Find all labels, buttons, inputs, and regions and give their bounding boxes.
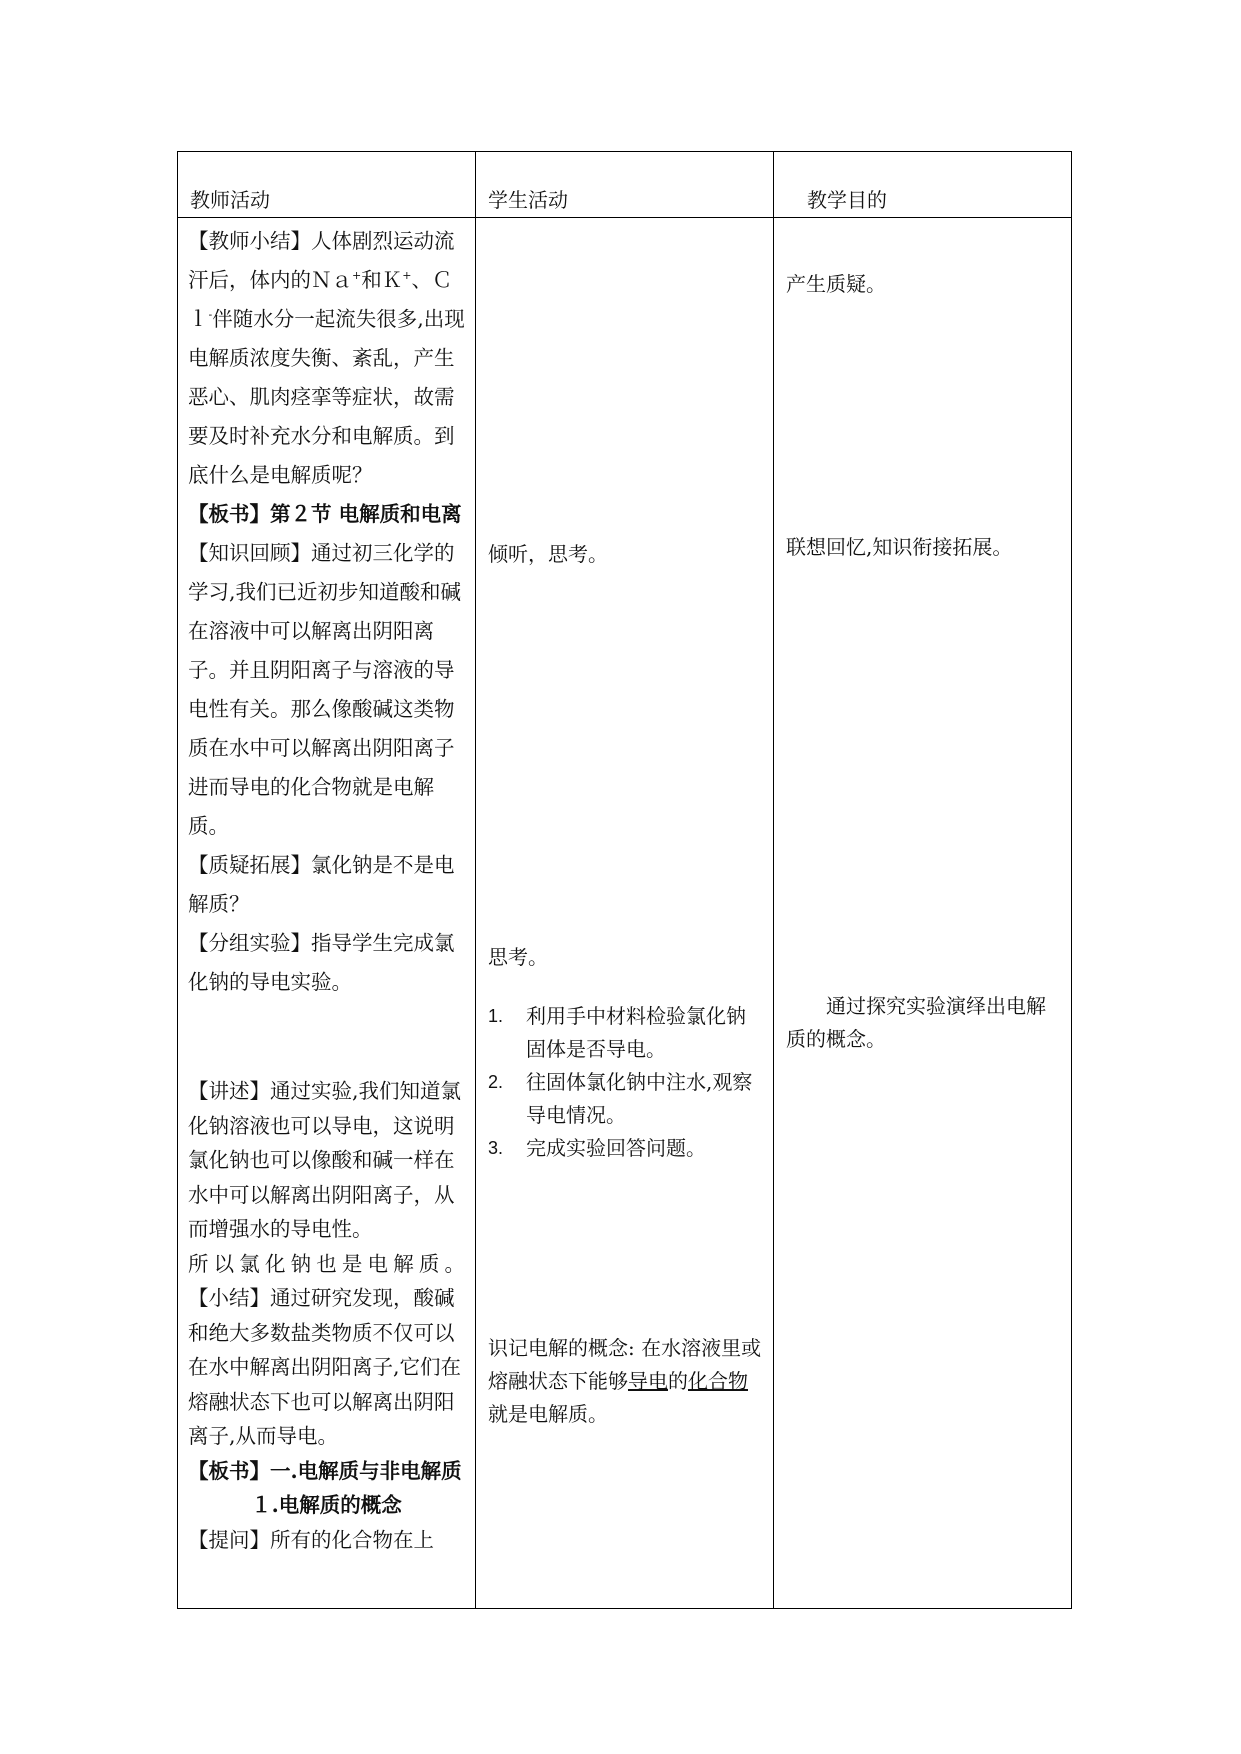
lecture-conclusion: 所以氯化钠也是电解质。 [188, 1251, 465, 1276]
purpose-question: 产生质疑。 [786, 272, 886, 296]
knowledge-review: 【知识回顾】通过初三化学的学习,我们已近初步知道酸和碱在溶液中可以解离出阴阳离子。并且阴阳离子与溶液的导电性有关。那么像酸碱这类物质在水中可以解离出阴阳离子进而导电的化合物就是电解质。 [188, 541, 462, 838]
student-concept: 识记电解的概念: 在水溶液里或熔融状态下能够导电的化合物就是电解质。 [488, 1336, 762, 1426]
student-steps [488, 1000, 765, 1165]
board-subsection-title: １.电解质的概念 [251, 1493, 402, 1517]
board-title: 【板书】第２节 电解质和电离 [188, 502, 462, 526]
purpose-concept: 通过探究实验演绎出电解质的概念。 [786, 994, 1046, 1051]
teacher-summary: 【教师小结】人体剧烈运动流汗后，体内的Ｎａ+和Ｋ+、Ｃｌ-伴随水分一起流失很多,出现电解质浓度失衡、紊乱，产生恶心、肌肉痉挛等症状，故需要及时补充水分和电解质。到底什么是电解质呢？ [188, 229, 465, 487]
student-think: 思考。 [488, 945, 548, 969]
header-student-activity: 学生活动 [476, 152, 774, 218]
brief-summary: 【小结】通过研究发现，酸碱和绝大多数盐类物质不仅可以在水中解离出阴阳离子,它们在熔融状态下也可以解离出阴阳离子,从而导电。 [188, 1286, 462, 1448]
header-teacher-activity: 教师活动 [178, 152, 476, 218]
list-item: 2. 往固体氯化钠中注水,观察导电情况。 [488, 1070, 753, 1127]
purpose-recall: 联想回忆,知识衔接拓展。 [786, 535, 1013, 559]
header-teaching-purpose: 教学目的 [774, 152, 1072, 218]
list-item: 1. 利用手中材料检验氯化钠固体是否导电。 [488, 1004, 746, 1061]
question-extension: 【质疑拓展】氯化钠是不是电解质？ [188, 853, 455, 916]
lecture: 【讲述】通过实验,我们知道氯化钠溶液也可以导电，这说明氯化钠也可以像酸和碱一样在水中可以解离出阴阳离子，从而增强水的导电性。 [188, 1079, 462, 1241]
student-activity-cell [476, 218, 774, 1609]
table-header-row [178, 152, 1072, 218]
board-section-title: 【板书】一.电解质与非电解质 [188, 1458, 462, 1483]
teaching-purpose-cell [774, 218, 1072, 1609]
student-listen: 倾听，思考。 [488, 542, 608, 566]
teacher-activity-cell [178, 218, 476, 1609]
group-experiment: 【分组实验】指导学生完成氯化钠的导电实验。 [188, 931, 455, 994]
teacher-question: 【提问】所有的化合物在上 [188, 1527, 434, 1552]
table-body-row [178, 218, 1072, 1609]
list-item: 3. 完成实验回答问题。 [488, 1136, 706, 1160]
lesson-plan-table [177, 151, 1072, 1609]
